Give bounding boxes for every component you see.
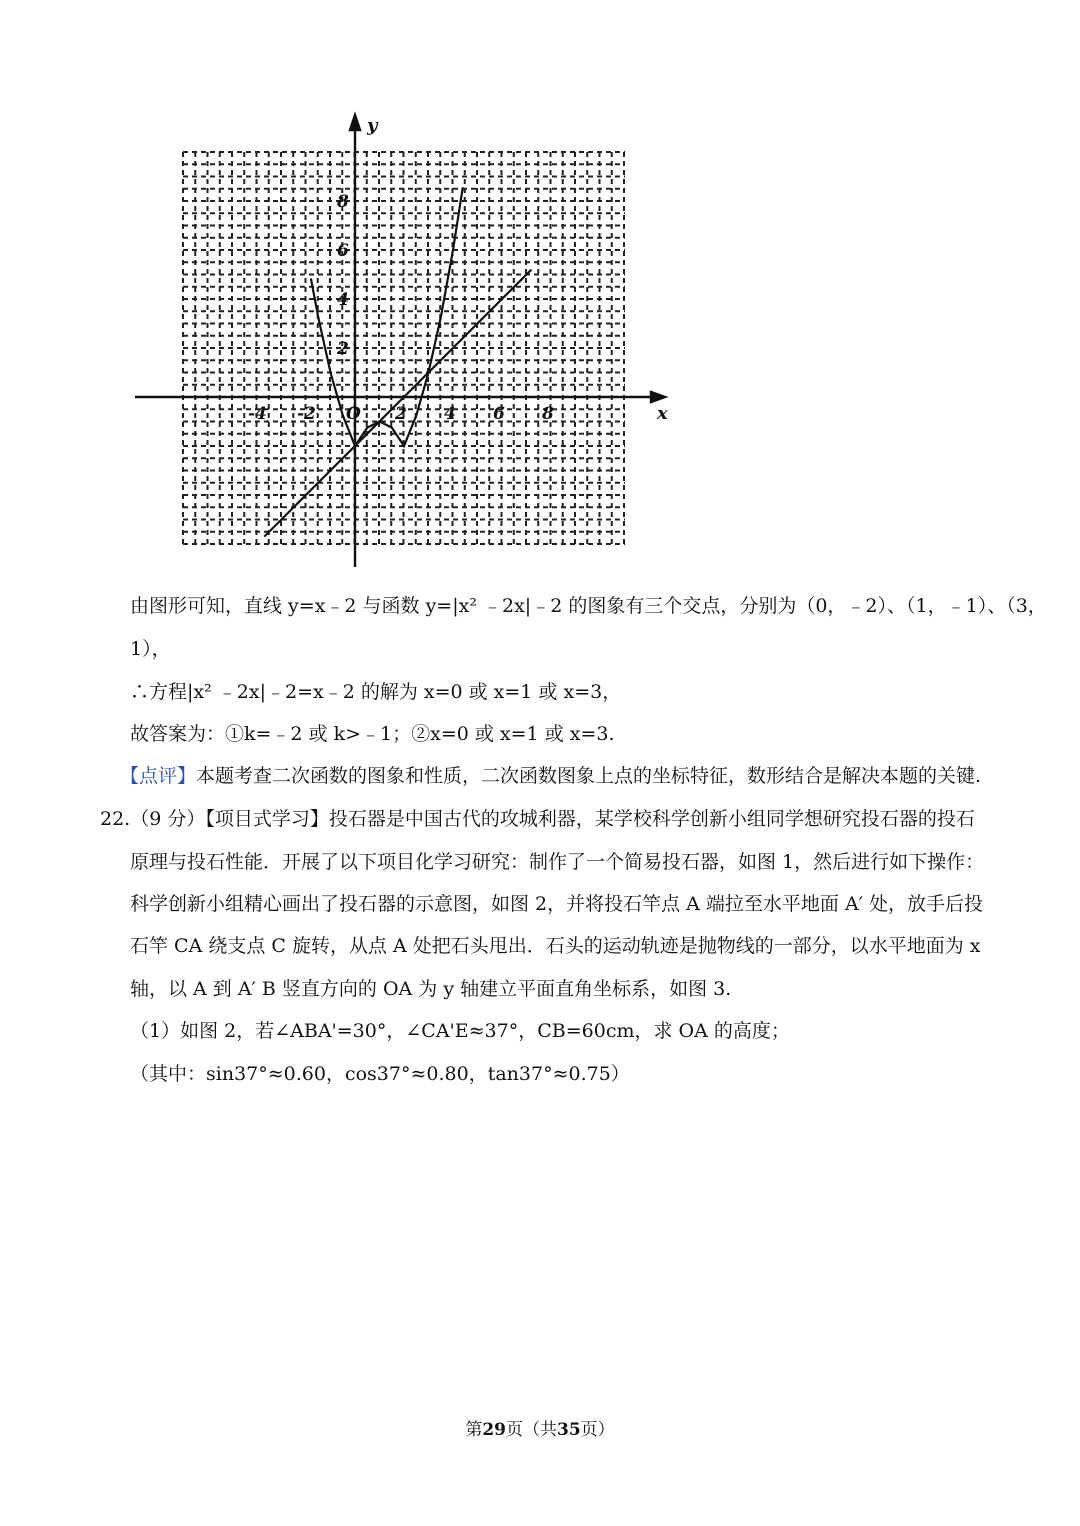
x-axis-label: x: [657, 403, 668, 424]
x-tick-label: 8: [542, 404, 554, 424]
x-tick-label: 2: [395, 404, 407, 424]
solution-line-2: ∴方程|x² ﹣2x|﹣2=x﹣2 的解为 x=0 或 x=1 或 x=3，: [130, 681, 622, 703]
x-tick-label: -4: [248, 404, 267, 424]
curves: [264, 187, 531, 536]
y-tick-label: 8: [337, 192, 349, 212]
x-tick-label: 6: [493, 404, 505, 424]
comment-tag: 【点评】: [120, 765, 197, 787]
function-graph: [125, 105, 685, 575]
footer-page: 29: [482, 1420, 506, 1440]
x-tick-label: O: [346, 404, 361, 424]
question-22-line-4: 石竿 CA 绕支点 C 旋转，从点 A 处把石头甩出．石头的运动轨迹是抛物线的一部分，以水平地面为 x: [130, 935, 981, 957]
y-axis-label: y: [367, 115, 378, 136]
solution-line-1: 由图形可知，直线 y=x﹣2 与函数 y=|x² ﹣2x|﹣2 的图象有三个交点，分别为（0，﹣2）、（1，﹣1）、（3，: [130, 595, 1047, 617]
footer-total: 35: [557, 1420, 581, 1440]
y-axis-arrow: [350, 115, 360, 130]
question-22-hint: （其中：sin37°≈0.60，cos37°≈0.80，tan37°≈0.75）: [130, 1063, 630, 1085]
solution-line-1b: 1），: [130, 638, 171, 660]
footer-mid: 页（共: [506, 1420, 557, 1440]
x-axis-arrow: [651, 392, 665, 402]
answer-line: 故答案为：①k=﹣2 或 k>﹣1；②x=0 或 x=1 或 x=3.: [130, 723, 615, 745]
page-footer: [0, 1415, 1080, 1440]
question-22-line-1: 22.（9 分）【项目式学习】投石器是中国古代的攻城利器，某学校科学创新小组同学想研究投石器的投石: [100, 808, 975, 830]
axes: [135, 115, 665, 567]
x-tick-label: -2: [297, 404, 316, 424]
footer-post: 页）: [580, 1420, 615, 1440]
grid: [183, 152, 625, 547]
question-22-part-1: （1）如图 2，若∠ABA'=30°，∠CA'E≈37°，CB=60cm，求 OA 的高度；: [130, 1020, 790, 1042]
tick-labels: [248, 115, 668, 424]
y-tick-label: 2: [337, 339, 349, 359]
question-22-line-5: 轴，以 A 到 A′ B 竖直方向的 OA 为 y 轴建立平面直角坐标系，如图 3.: [130, 978, 732, 1000]
x-tick-label: 4: [444, 404, 456, 424]
comment-line: [120, 762, 980, 790]
y-tick-label: 4: [337, 290, 349, 310]
y-tick-label: 6: [337, 241, 349, 261]
footer-pre: 第: [465, 1420, 483, 1440]
comment-text: 本题考查二次函数的图象和性质，二次函数图象上点的坐标特征，数形结合是解决本题的关键.: [196, 765, 982, 787]
question-22-line-2: 原理与投石性能．开展了以下项目化学习研究：制作了一个简易投石器，如图 1，然后进行如下操作：: [130, 851, 985, 873]
question-22-line-3: 科学创新小组精心画出了投石器的示意图，如图 2，并将投石竿点 A 端拉至水平地面 A′ 处，放手后投: [130, 893, 984, 915]
